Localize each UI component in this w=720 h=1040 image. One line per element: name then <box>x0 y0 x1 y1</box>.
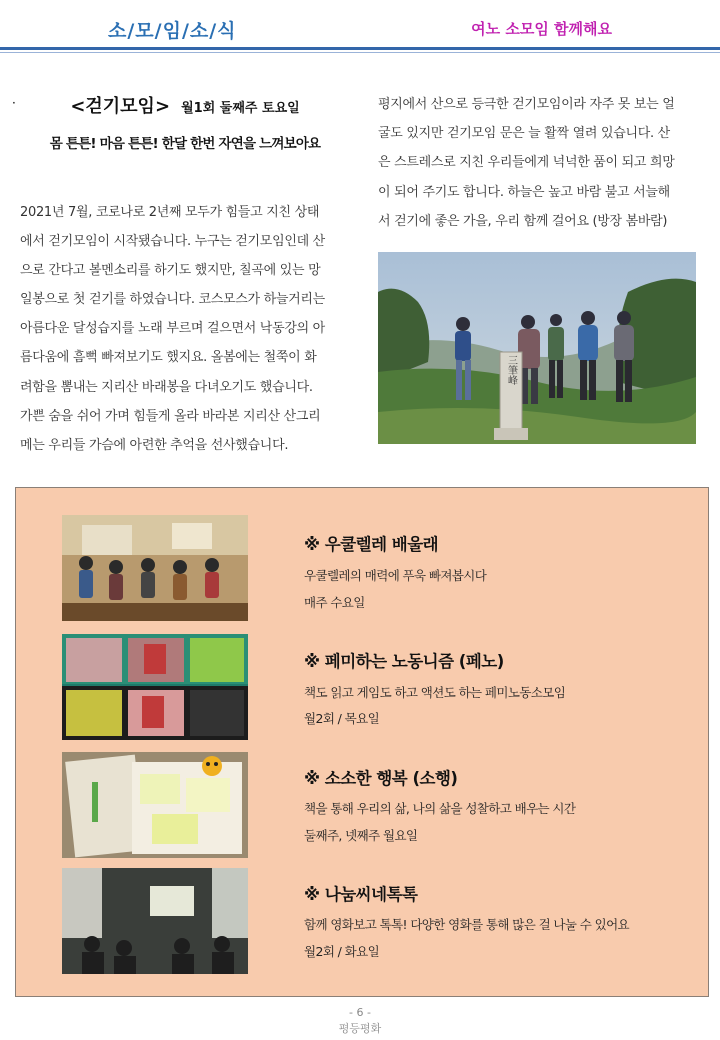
article-body <box>20 198 346 460</box>
ukulele-group-photo <box>62 515 248 621</box>
article-line: 으로 간다고 볼멘소리를 하기도 했지만, 칠곡에 있는 망 <box>20 263 321 279</box>
article-line: 려함을 뽐내는 지리산 바래봉을 다녀오기도 했습니다. <box>20 379 313 395</box>
article-title-main: <걷기모임> <box>70 96 171 117</box>
group-schedule: 둘째주, 넷째주 월요일 <box>304 828 418 843</box>
section-title: 소/모/임/소/식 <box>108 20 237 42</box>
group-title: ※ 나눔씨네톡톡 <box>304 885 418 904</box>
feno-group-photo <box>62 634 248 740</box>
page-header <box>0 0 720 56</box>
article-continued <box>378 90 698 236</box>
article-line: 2021년 7월, 코로나로 2년째 모두가 힘들고 지친 상태 <box>20 205 320 220</box>
group-title: ※ 소소한 행복 (소행) <box>304 769 458 788</box>
article-title <box>20 92 350 118</box>
article-line: 름다움에 흠뻑 빠져보기도 했지요. 올봄에는 철쭉이 화 <box>20 350 317 366</box>
marker-inscription: 三筆峰 <box>505 355 517 385</box>
group-schedule: 매주 수요일 <box>304 595 365 610</box>
group-description: 책도 읽고 게임도 하고 액션도 하는 페미노동소모임 <box>304 685 566 700</box>
group-schedule: 월2회 / 목요일 <box>304 711 380 726</box>
article-line: 메는 우리들 가슴에 아련한 추억을 선사했습니다. <box>20 437 289 453</box>
group-title: ※ 우쿨렐레 배울래 <box>304 535 439 554</box>
cinema-group-photo <box>62 868 248 974</box>
group-description: 책을 통해 우리의 삶, 나의 삶을 성찰하고 배우는 시간 <box>304 801 576 816</box>
article-line: 에서 걷기모임이 시작됐습니다. 누구는 걷기모임인데 산 <box>20 234 325 250</box>
article-title-schedule: 월1회 둘째주 토요일 <box>181 101 300 116</box>
article-line: 이 되어 주기도 합니다. 하늘은 높고 바람 불고 서늘해 <box>378 184 670 200</box>
group-description: 함께 영화보고 톡톡! 다양한 영화를 통해 많은 걸 나눌 수 있어요 <box>304 917 630 932</box>
article-subtitle: 몸 튼튼! 마음 튼튼! 한달 한번 자연을 느껴보아요 <box>49 136 321 152</box>
article-line: 가쁜 숨을 쉬어 가며 힘들게 올라 바라본 지리산 산그리 <box>20 408 321 424</box>
article-line: 굴도 있지만 걷기모임 문은 늘 활짝 열려 있습니다. 산 <box>378 126 670 142</box>
article-line: 평지에서 산으로 등극한 걷기모임이라 자주 못 보는 얼 <box>378 97 675 112</box>
article-line: 은 스트레스로 지친 우리들에게 넉넉한 품이 되고 희망 <box>378 155 675 171</box>
article-line: 일봉으로 첫 걷기를 하였습니다. 코스모스가 하늘거리는 <box>20 292 325 308</box>
section-tagline: 여노 소모임 함께해요 <box>471 20 612 38</box>
publication-name: 평등평화 <box>338 1022 382 1035</box>
article-line: 아름다운 달성습지를 노래 부르며 걸으면서 낙동강의 아 <box>20 321 325 337</box>
article-line: 서 걷기에 좋은 가을, 우리 함께 걸어요 (방장 봄바람) <box>378 213 668 229</box>
header-divider-thin <box>0 52 720 53</box>
header-divider <box>0 47 720 50</box>
sohaeng-group-photo <box>62 752 248 858</box>
bullet-dot: · <box>12 96 16 110</box>
page-number: - 6 - <box>349 1006 371 1019</box>
hiking-group-photo <box>378 252 696 444</box>
group-description: 우쿨렐레의 매력에 푸욱 빠져봅시다 <box>304 568 487 583</box>
group-title: ※ 페미하는 노동니즘 (페노) <box>304 652 504 671</box>
group-schedule: 월2회 / 화요일 <box>304 944 380 959</box>
